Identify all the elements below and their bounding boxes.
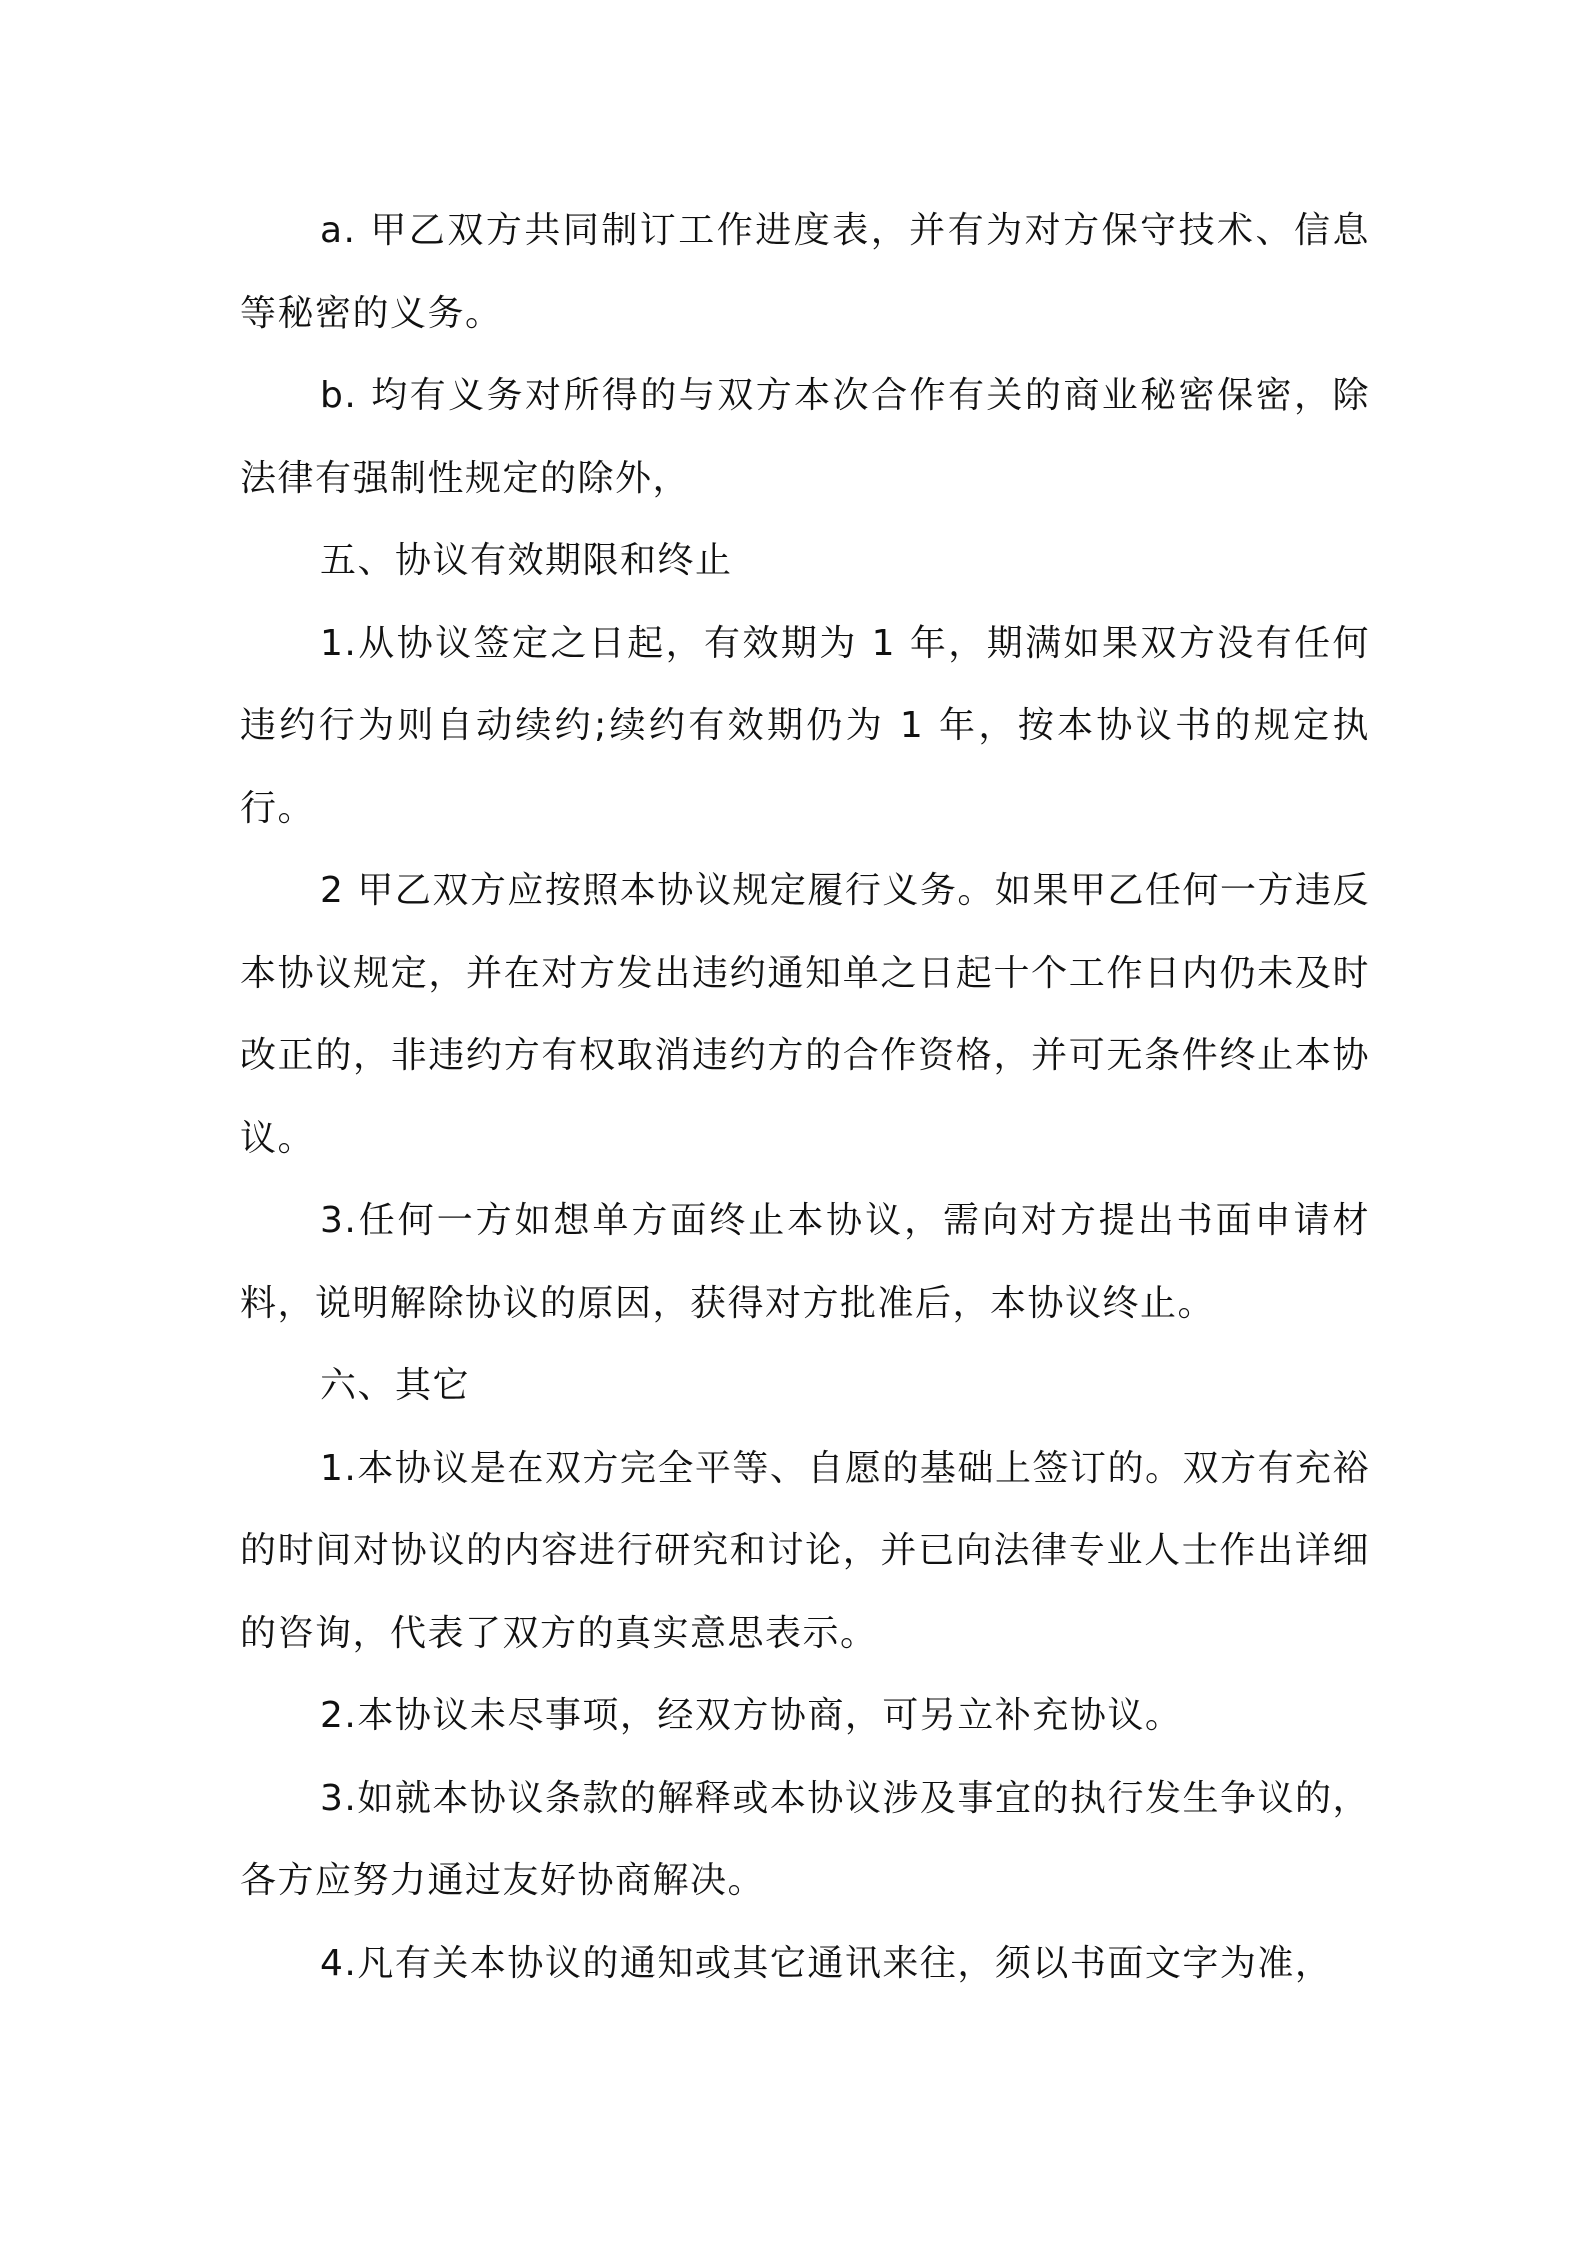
clause-b-trade-secrets: b. 均有义务对所得的与双方本次合作有关的商业秘密保密，除法律有强制性规定的除外，	[240, 375, 1370, 499]
clause-validity-term: 1.从协议签定之日起，有效期为 1 年，期满如果双方没有任何违约行为则自动续约;续约有效期仍为 1 年，按本协议书的规定执行。	[240, 622, 1370, 829]
section-heading-validity-termination: 五、协议有效期限和终止	[320, 540, 733, 581]
document-body	[240, 190, 1370, 2005]
clause-unilateral-termination: 3.任何一方如想单方面终止本协议，需向对方提出书面申请材料，说明解除协议的原因，获得对方批准后，本协议终止。	[240, 1200, 1370, 1324]
clause-equal-voluntary: 1.本协议是在双方完全平等、自愿的基础上签订的。双方有充裕的时间对协议的内容进行研究和讨论，并已向法律专业人士作出详细的咨询，代表了双方的真实意思表示。	[240, 1447, 1370, 1654]
section-heading-other: 六、其它	[320, 1365, 471, 1406]
clause-breach-termination: 2 甲乙双方应按照本协议规定履行义务。如果甲乙任何一方违反本协议规定，并在对方发出违约通知单之日起十个工作日内仍未及时改正的，非违约方有权取消违约方的合作资格，并可无条件终止本协议。	[240, 870, 1370, 1159]
clause-dispute-resolution: 3.如就本协议条款的解释或本协议涉及事宜的执行发生争议的，各方应努力通过友好协商解决。	[240, 1777, 1370, 1901]
clause-supplementary-agreement: 2.本协议未尽事项，经双方协商，可另立补充协议。	[320, 1695, 1183, 1736]
clause-a-confidentiality: a. 甲乙双方共同制订工作进度表，并有为对方保守技术、信息等秘密的义务。	[240, 210, 1370, 334]
clause-written-notices: 4.凡有关本协议的通知或其它通讯来往，须以书面文字为准，	[320, 1942, 1333, 1984]
